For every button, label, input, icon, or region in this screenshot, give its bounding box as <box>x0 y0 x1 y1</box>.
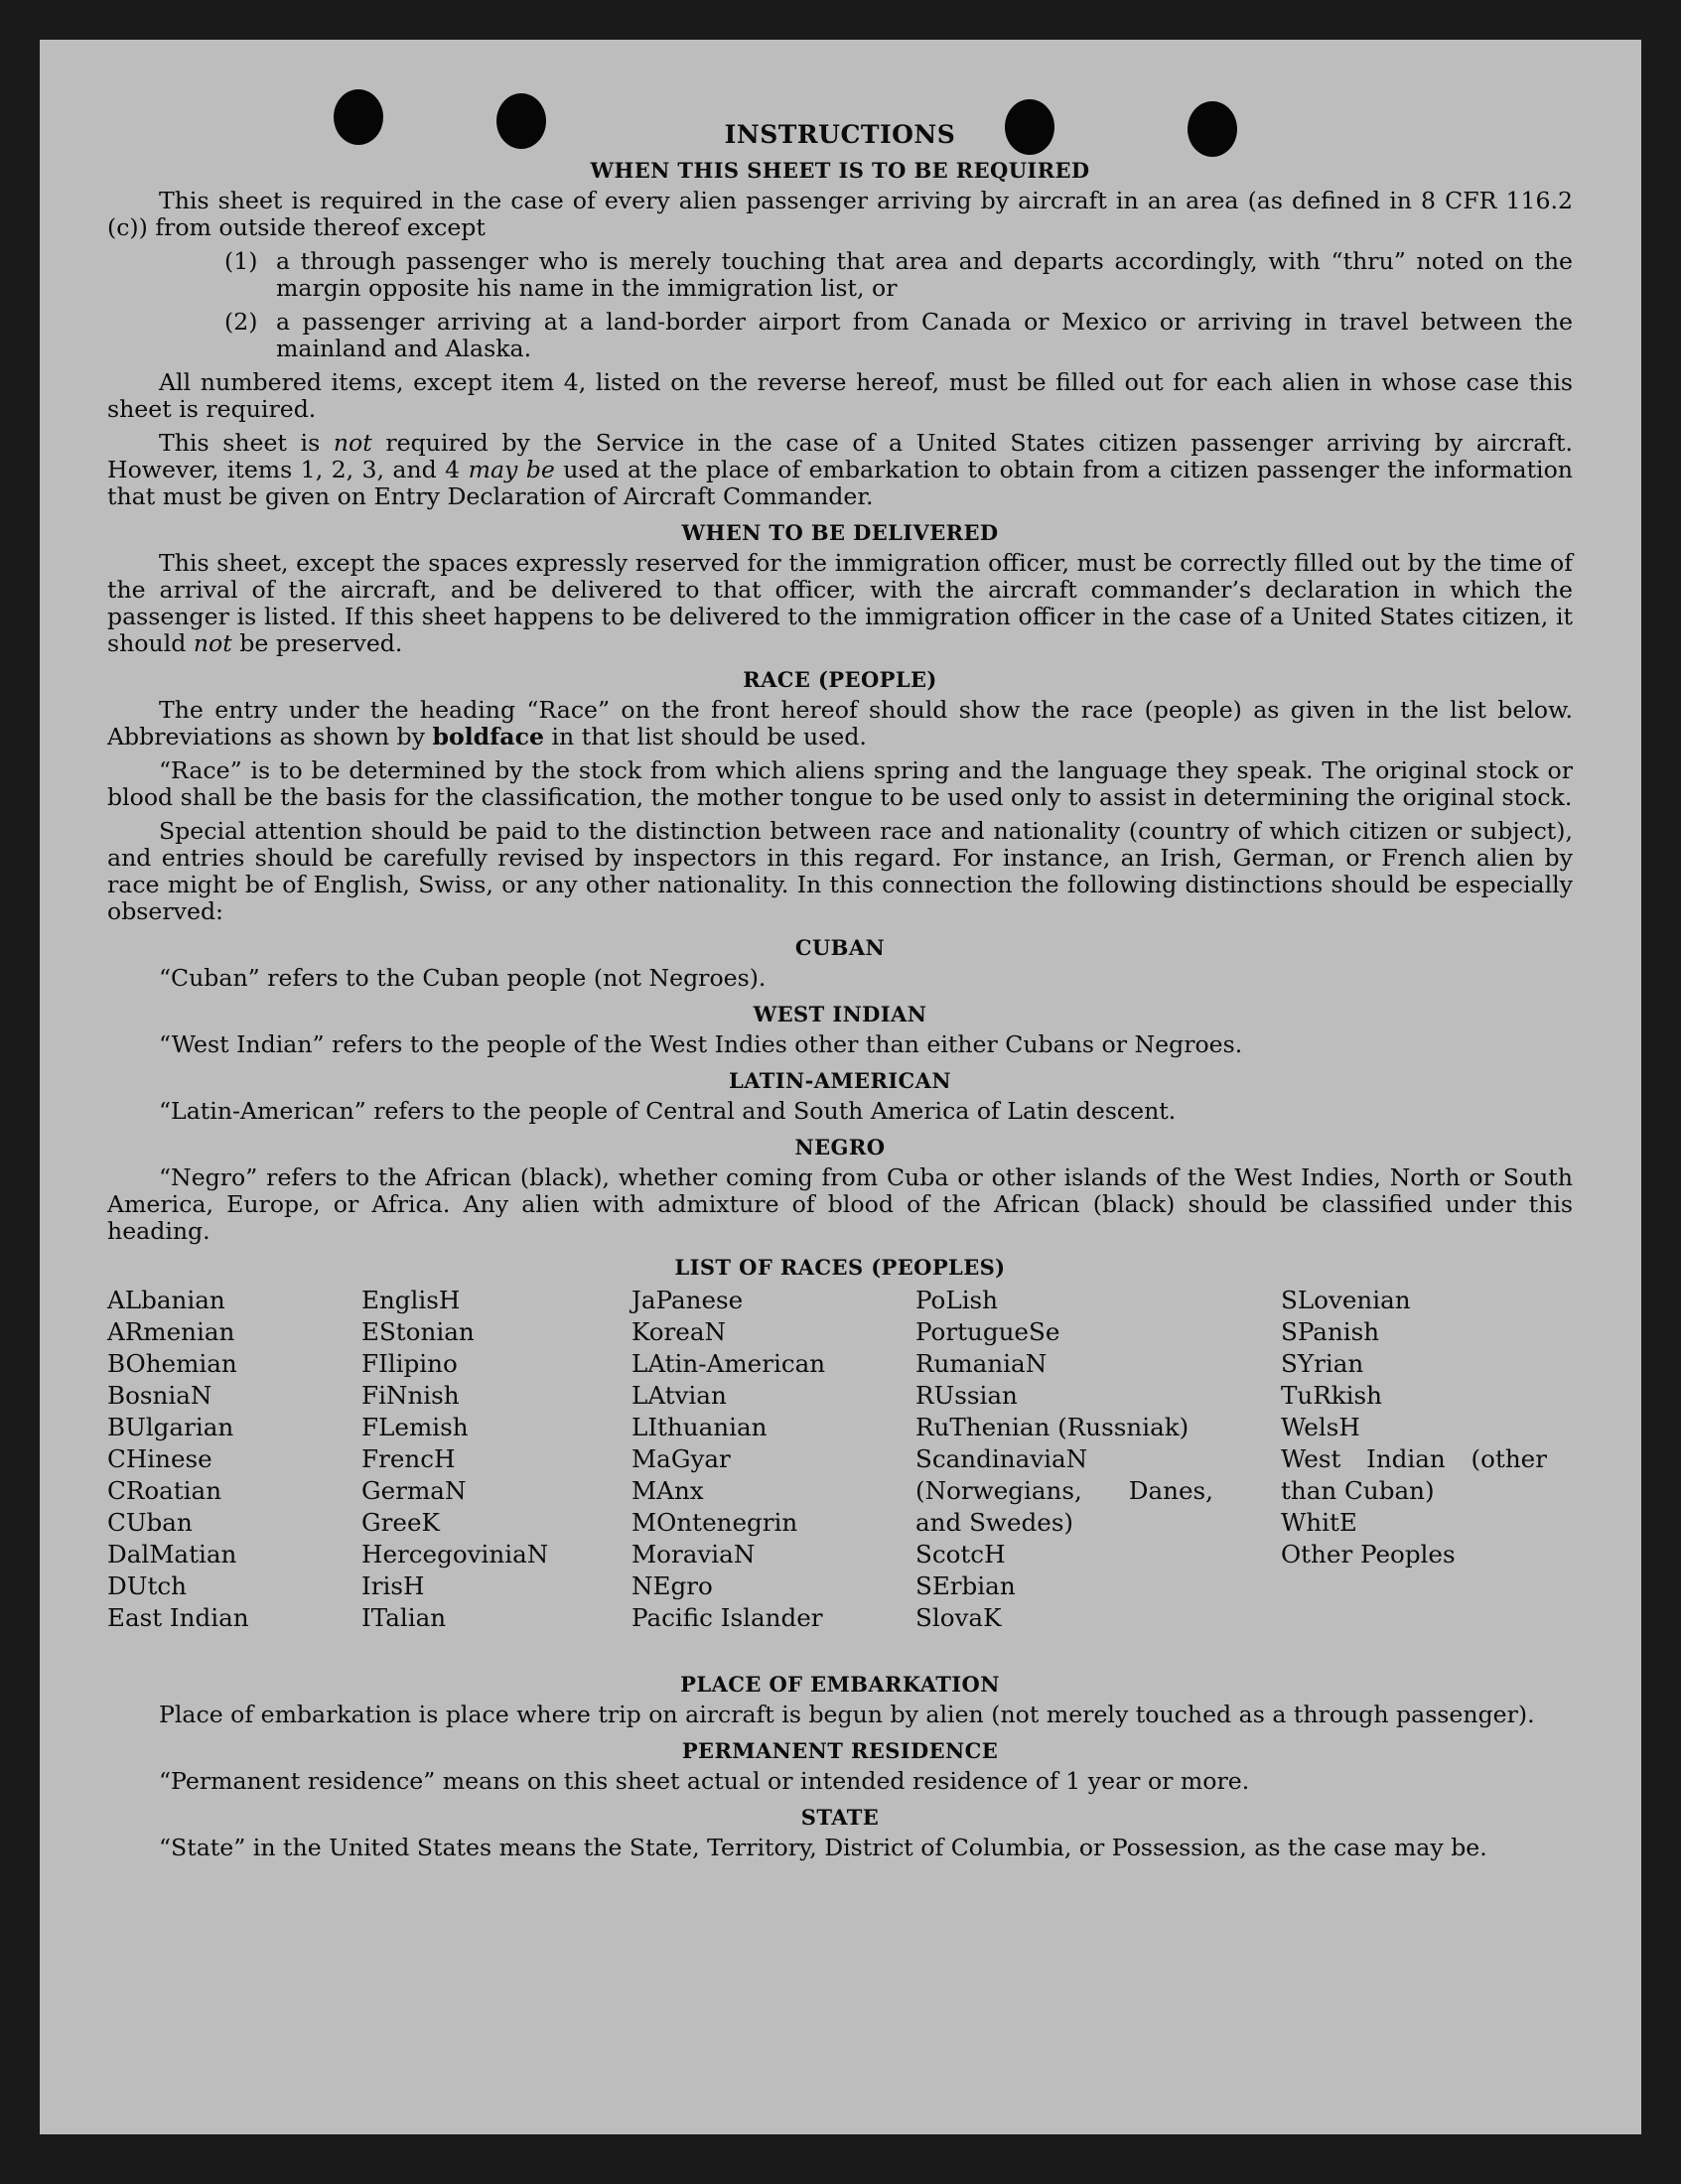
document-sheet <box>40 40 1641 2134</box>
race-item: MaGyar <box>631 1444 731 1473</box>
exception-item-1 <box>107 248 1573 302</box>
exception-item-2 <box>107 309 1573 362</box>
race-item: FrencH <box>361 1444 456 1473</box>
race-item: SlovaK <box>915 1603 1002 1632</box>
race-item: West Indian (other than Cuban) <box>1281 1444 1547 1505</box>
race-item: FIlipino <box>361 1349 458 1378</box>
race-item: ScotcH <box>915 1540 1006 1569</box>
race-item: MOntenegrin <box>631 1508 798 1537</box>
race-item: CRoatian <box>107 1476 222 1505</box>
race-item: FLemish <box>361 1413 469 1441</box>
race-item: ALbanian <box>107 1286 225 1314</box>
paragraph-race-entry: The entry under the heading “Race” on the front hereof should show the race (people) as given in the list below. Abbreviations as shown by boldface in that list should be used. <box>107 696 1573 751</box>
exception-text-2: a passenger arriving at a land-border airport from Canada or Mexico or arriving in travel between the mainland and Alaska. <box>276 308 1573 362</box>
races-column-3 <box>631 1285 825 1634</box>
race-item: ARmenian <box>107 1317 235 1346</box>
race-item: PortugueSe <box>915 1317 1060 1346</box>
heading-race: RACE (PEOPLE) <box>743 667 937 692</box>
race-item: NEgro <box>631 1571 713 1600</box>
race-item: WelsH <box>1281 1413 1360 1441</box>
race-item: SYrian <box>1281 1349 1364 1378</box>
exception-number-2: (2) <box>224 308 258 336</box>
races-list <box>107 1285 1573 1662</box>
races-column-1 <box>107 1285 249 1634</box>
paragraph-required: This sheet is required in the case of every alien passenger arriving by aircraft in an area (as defined in 8 CFR 116.2 (c)) from outside thereof except <box>107 187 1573 241</box>
race-item: EStonian <box>361 1317 475 1346</box>
races-column-4 <box>915 1285 1213 1634</box>
race-item: LAtvian <box>631 1381 727 1410</box>
race-item: RUssian <box>915 1381 1018 1410</box>
race-item: SLovenian <box>1281 1286 1411 1314</box>
paragraph-citizen: This sheet is not required by the Service in the case of a United States citizen passenger arriving by aircraft. However, items 1, 2, 3, and 4 may be used at the place of embarkation to obtain from a citizen passenger the information that must be given on Entry Declaration of Aircraft Commander. <box>107 429 1574 510</box>
race-item: IrisH <box>361 1571 425 1600</box>
paragraph-permanent-residence: “Permanent residence” means on this sheet actual or intended residence of 1 year or more. <box>159 1767 1250 1795</box>
heading-negro: NEGRO <box>794 1135 886 1160</box>
heading-place-of-embarkation: PLACE OF EMBARKATION <box>680 1672 1000 1697</box>
race-item: CHinese <box>107 1444 212 1473</box>
race-item: Pacific Islander <box>631 1603 823 1632</box>
heading-when-required: WHEN THIS SHEET IS TO BE REQUIRED <box>590 158 1090 183</box>
race-item: MoraviaN <box>631 1540 756 1569</box>
heading-list-of-races: LIST OF RACES (PEOPLES) <box>674 1255 1006 1280</box>
race-item: BosniaN <box>107 1381 212 1410</box>
race-item: LAtin-American <box>631 1349 826 1378</box>
paragraph-negro: “Negro” refers to the African (black), whether coming from Cuba or other islands of the West Indies, North or South America, Europe, or Africa. Any alien with admixture of blood of the African (black) should be classified under this heading. <box>107 1163 1573 1245</box>
race-item: ITalian <box>361 1603 447 1632</box>
race-item: HercegoviniaN <box>361 1540 549 1569</box>
exception-number-1: (1) <box>224 247 258 275</box>
heading-state: STATE <box>800 1805 880 1830</box>
paragraph-west-indian: “West Indian” refers to the people of the West Indies other than either Cubans or Negroes. <box>159 1030 1243 1058</box>
page-title: INSTRUCTIONS <box>724 120 956 149</box>
paragraph-delivered: This sheet, except the spaces expressly reserved for the immigration officer, must be correctly filled out by the time of the arrival of the aircraft, and be delivered to that officer, with the aircraft commander’s declaration in which the passenger is listed. If this sheet happens to be delivered to the immigration officer in the case of a United States citizen, it should not be preserved. <box>107 549 1573 657</box>
paragraph-race-distinction: Special attention should be paid to the distinction between race and nationality (country of which citizen or subject), and entries should be carefully revised by inspectors in this regard. For instance, an Irish, German, or French alien by race might be of English, Swiss, or any other nationality. In this connection the following distinctions should be especially observed: <box>107 817 1573 925</box>
paragraph-latin-american: “Latin-American” refers to the people of Central and South America of Latin descent. <box>159 1097 1177 1125</box>
race-item: PoLish <box>915 1286 999 1314</box>
race-item: TuRkish <box>1281 1381 1382 1410</box>
race-item: GreeK <box>361 1508 440 1537</box>
race-item: SPanish <box>1281 1317 1380 1346</box>
race-item: SErbian <box>915 1571 1016 1600</box>
race-item: BUlgarian <box>107 1413 234 1441</box>
race-item: DalMatian <box>107 1540 237 1569</box>
instructions-content <box>107 121 1573 1868</box>
heading-cuban: CUBAN <box>794 935 886 960</box>
race-item: EnglisH <box>361 1286 461 1314</box>
paragraph-cuban: “Cuban” refers to the Cuban people (not Negroes). <box>159 964 767 992</box>
race-item: Other Peoples <box>1281 1540 1456 1569</box>
heading-when-delivered: WHEN TO BE DELIVERED <box>681 520 999 545</box>
races-column-5 <box>1281 1285 1547 1570</box>
race-item: RuThenian (Russniak) <box>915 1413 1190 1441</box>
paragraph-numbered-items: All numbered items, except item 4, listed on the reverse hereof, must be filled out for each alien in whose case this sheet is required. <box>107 368 1573 423</box>
race-item: FiNnish <box>361 1381 460 1410</box>
heading-west-indian: WEST INDIAN <box>753 1002 927 1026</box>
race-item: LIthuanian <box>631 1413 768 1441</box>
race-item: BOhemian <box>107 1349 237 1378</box>
race-item: DUtch <box>107 1571 187 1600</box>
paragraph-race-stock: “Race” is to be determined by the stock from which aliens spring and the language they speak. The original stock or blood shall be the basis for the classification, the mother tongue to be used only to assist in determining the original stock. <box>107 756 1573 811</box>
race-item: JaPanese <box>631 1286 744 1314</box>
races-column-2 <box>361 1285 548 1634</box>
race-item: WhitE <box>1281 1508 1357 1537</box>
race-item: East Indian <box>107 1603 249 1632</box>
exception-text-1: a through passenger who is merely touching that area and departs accordingly, with “thru” noted on the margin opposite his name in the immigration list, or <box>276 247 1573 302</box>
race-item: GermaN <box>361 1476 467 1505</box>
race-item: KoreaN <box>631 1317 727 1346</box>
paragraph-embarkation: Place of embarkation is place where trip on aircraft is begun by alien (not merely touched as a through passenger). <box>159 1701 1535 1728</box>
race-item: ScandinaviaN (Norwegians, Danes, and Swedes) <box>915 1444 1213 1537</box>
heading-latin-american: LATIN-AMERICAN <box>729 1068 951 1093</box>
race-item: CUban <box>107 1508 193 1537</box>
heading-permanent-residence: PERMANENT RESIDENCE <box>681 1738 999 1763</box>
race-item: MAnx <box>631 1476 704 1505</box>
paragraph-state: “State” in the United States means the State, Territory, District of Columbia, or Possession, as the case may be. <box>159 1834 1487 1861</box>
race-item: RumaniaN <box>915 1349 1048 1378</box>
